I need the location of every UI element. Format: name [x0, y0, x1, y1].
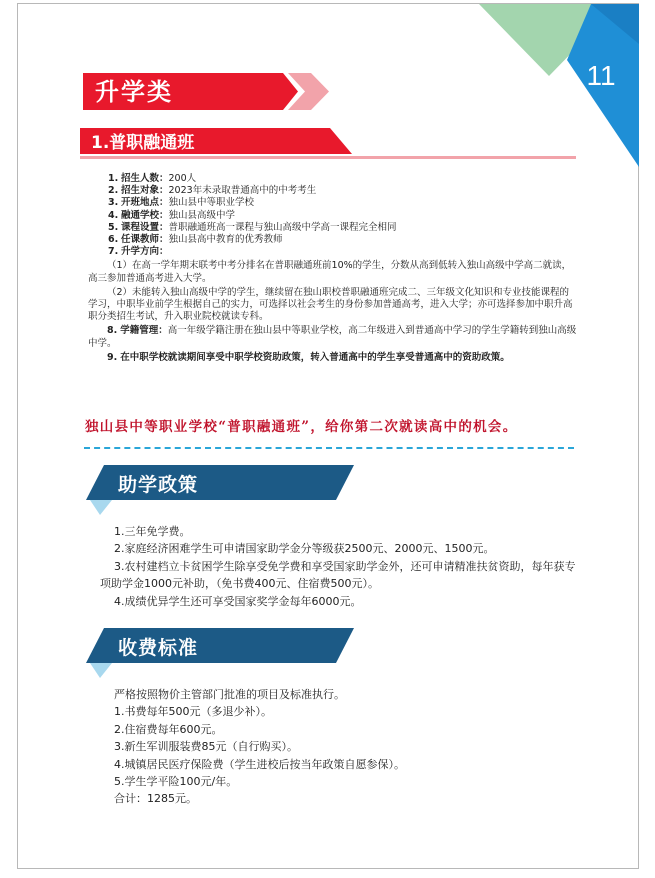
list-item: 4. 融通学校： 独山县高级中学	[108, 209, 236, 221]
list-item: 3. 开班地点： 独山县中等职业学校	[108, 197, 255, 209]
list-item: 7. 升学方向：	[108, 246, 169, 258]
paragraph: （1）在高一学年期末联考中考分排名在普职融通班前10%的学生，分数从高到低转入独山高级中学高二就读，高三参加普通高考进入大学。	[88, 260, 572, 284]
fee-line: 3.新生军训服装费85元（自行购买）。	[114, 740, 298, 754]
policy-line: 3.农村建档立卡贫困学生除享受免学费和享受国家助学金外，还可申请精准扶贫资助，每年获专项助学金1000元补助，（免书费400元、住宿费500元）。	[100, 559, 576, 591]
section1-title: 1.普职融通班	[91, 133, 195, 153]
paragraph: 9. 在中职学校就读期间享受中职学校资助政策，转入普通高中的学生享受普通高中的资助政策。	[107, 351, 510, 363]
fee-line: 4.城镇居民医疗保险费（学生进校后按当年政策自愿参保）。	[114, 757, 405, 771]
section2-body	[100, 523, 580, 610]
policy-line: 4.成绩优异学生还可享受国家奖学金每年6000元。	[114, 594, 362, 608]
fee-line: 1.书费每年500元（多退少补）。	[114, 705, 272, 719]
list-item: 6. 任课教师： 独山县高中教育的优秀教师	[108, 234, 283, 246]
fee-line: 严格按照物价主管部门批准的项目及标准执行。	[114, 688, 345, 701]
paragraph: 8. 学籍管理：高一年级学籍注册在独山县中等职业学校，高二年级进入到普通高中学习的学生学籍转到独山高级中学。	[88, 325, 577, 349]
list-item: 2. 招生对象： 2023年未录取普通高中的中考考生	[108, 185, 317, 197]
section2-title: 助学政策	[118, 474, 199, 496]
list-item: 1. 招生人数： 200人	[108, 173, 197, 184]
page-number: 11	[586, 60, 616, 91]
policy-line: 1.三年免学费。	[114, 525, 191, 538]
section3-body	[100, 686, 580, 808]
paragraph: （2）未能转入独山高级中学的学生，继续留在独山职校普职融通班完成二、三年级文化知识和专业技能课程的学习，中职毕业前学生根据自己的实力，可选择以社会考生的身份参加普通高考，进入大学；亦可选择参加中职升高职分类招生考试，升入职业院校就读专科。	[88, 286, 573, 323]
policy-line: 2.家庭经济困难学生可申请国家助学金分等级获2500元、2000元、1500元。	[114, 542, 495, 556]
list-item: 5. 课程设置： 普职融通班高一课程与独山高级中学高一课程完全相同	[108, 221, 397, 233]
section1-list	[82, 173, 578, 364]
category-title: 升学类	[95, 78, 173, 106]
slogan: 独山县中等职业学校“普职融通班”，给你第二次就读高中的机会。	[85, 419, 518, 435]
section3-title: 收费标准	[118, 637, 199, 659]
fee-line: 2.住宿费每年600元。	[114, 722, 223, 736]
dashed-divider	[84, 447, 574, 449]
fee-line: 5.学生学平险100元/年。	[114, 775, 238, 789]
fee-total: 合计：1285元。	[114, 792, 197, 806]
